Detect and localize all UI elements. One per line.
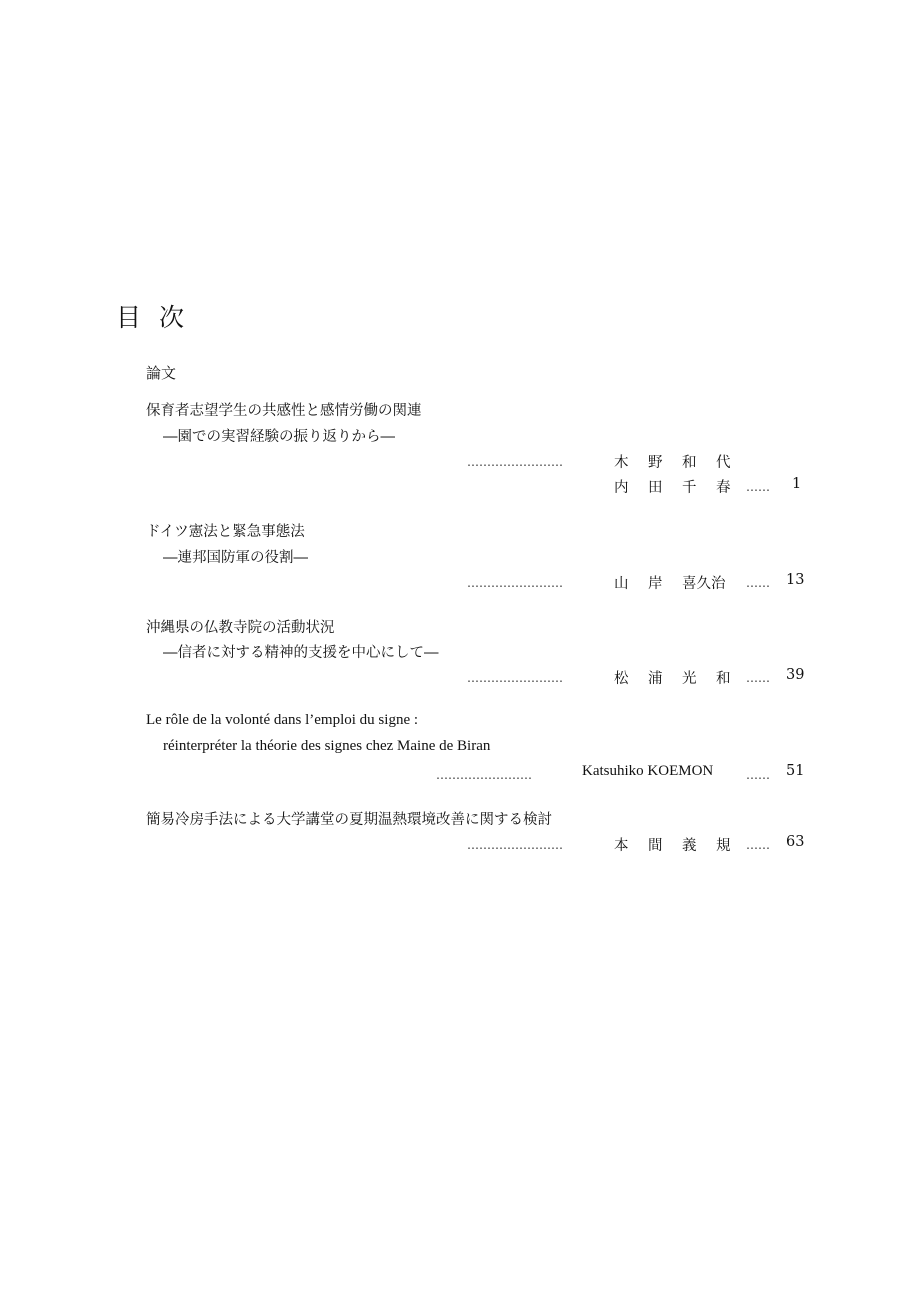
entry-3-subtitle: ―信者に対する精神的支援を中心にして― bbox=[163, 645, 439, 661]
entry-5-leader: …………………… bbox=[467, 838, 563, 852]
entry-5-page-leader: …… bbox=[746, 838, 770, 852]
author-char: 田 bbox=[648, 480, 663, 496]
entry-4-page: 51 bbox=[786, 763, 805, 779]
author-char: 野 bbox=[648, 455, 663, 471]
author-char: 代 bbox=[716, 455, 731, 471]
toc-title-char-1: 目 bbox=[116, 303, 142, 332]
entry-1-author-1 bbox=[614, 451, 750, 472]
entry-2-leader: …………………… bbox=[467, 576, 563, 590]
entry-3-page: 39 bbox=[786, 667, 805, 683]
author-char: 喜久治 bbox=[682, 576, 726, 592]
toc-title bbox=[116, 298, 184, 334]
author-char: 浦 bbox=[648, 671, 663, 687]
entry-3-title: 沖縄県の仏教寺院の活動状況 bbox=[146, 620, 335, 636]
author-char: 春 bbox=[716, 480, 731, 496]
entry-2-subtitle: ―連邦国防軍の役割― bbox=[163, 550, 308, 566]
entry-3-page-leader: …… bbox=[746, 671, 770, 685]
author-char: 規 bbox=[716, 838, 731, 854]
author-char: 千 bbox=[682, 480, 697, 496]
entry-4-page-leader: …… bbox=[746, 768, 770, 782]
author-char: 義 bbox=[682, 838, 697, 854]
author-char: 和 bbox=[682, 455, 697, 471]
section-label: 論文 bbox=[146, 364, 177, 382]
entry-4-subtitle: réinterpréter la théorie des signes chez Maine de Biran bbox=[163, 738, 491, 754]
entry-1-subtitle: ―園での実習経験の振り返りから― bbox=[163, 429, 395, 445]
entry-2-page-leader: …… bbox=[746, 576, 770, 590]
entry-2-author-1 bbox=[614, 572, 726, 593]
entry-4-leader: …………………… bbox=[436, 768, 532, 782]
author-char: 松 bbox=[614, 671, 629, 687]
entry-1-leader: …………………… bbox=[467, 455, 563, 469]
entry-4-title: Le rôle de la volonté dans l’emploi du signe : bbox=[146, 712, 419, 728]
toc-title-char-2: 次 bbox=[159, 303, 185, 332]
entry-2-page: 13 bbox=[786, 572, 805, 588]
entry-1-author-2 bbox=[614, 476, 750, 497]
entry-4-author: Katsuhiko KOEMON bbox=[582, 763, 714, 779]
author-char: 光 bbox=[682, 671, 697, 687]
author-char: 間 bbox=[648, 838, 663, 854]
author-char: 和 bbox=[716, 671, 731, 687]
entry-5-title: 簡易冷房手法による大学講堂の夏期温熱環境改善に関する検討 bbox=[146, 812, 552, 828]
author-char: 木 bbox=[614, 455, 629, 471]
entry-1-page: 1 bbox=[792, 476, 802, 492]
entry-5-author-1 bbox=[614, 834, 750, 855]
entry-3-author-1 bbox=[614, 667, 750, 688]
author-char: 本 bbox=[614, 838, 629, 854]
entry-1-title: 保育者志望学生の共感性と感情労働の関連 bbox=[146, 403, 422, 419]
entry-5-page: 63 bbox=[786, 834, 805, 850]
author-char: 岸 bbox=[648, 576, 663, 592]
entry-3-leader: …………………… bbox=[467, 671, 563, 685]
entry-2-title: ドイツ憲法と緊急事態法 bbox=[146, 524, 305, 540]
entry-1-page-leader: …… bbox=[746, 480, 770, 494]
author-char: 山 bbox=[614, 576, 629, 592]
author-char: 内 bbox=[614, 480, 629, 496]
